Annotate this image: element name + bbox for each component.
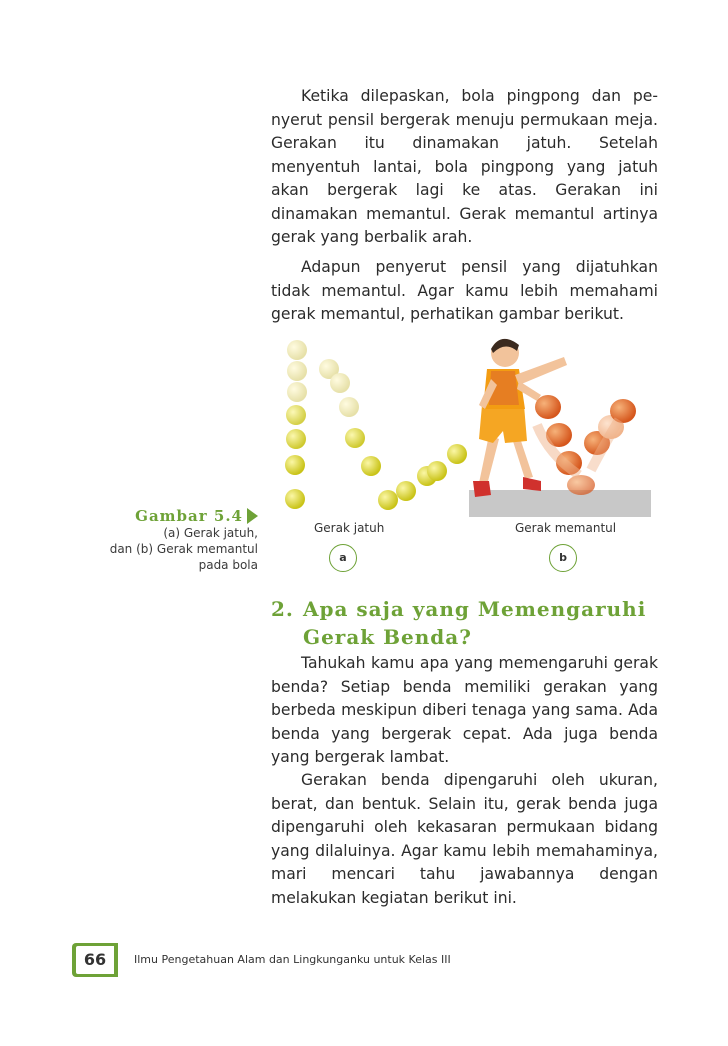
ball — [330, 373, 350, 393]
caption-line: (a) Gerak jatuh, — [163, 525, 258, 540]
label-falling: Gerak jatuh — [314, 521, 385, 535]
paragraph-influence: Tahukah kamu apa yang memengaruhi gerak benda? Setiap benda memiliki gerakan yang berbeda meskipun diberi tenaga yang sama. Ada benda yang bergerak cepat. Ada juga benda yang bergerak lambat. — [271, 654, 658, 766]
ball — [287, 340, 307, 360]
caption-title: Gambar 5.4 — [135, 506, 243, 525]
ball — [535, 395, 561, 419]
paragraph-falling: Ketika dilepaskan, bola pingpong dan pe- nyerut pensil bergerak menuju permukaan meja. Gerakan itu dinamakan jatuh. Setelah menyentuh lantai, bola pingpong yang jatuh akan bergerak lagi ke atas. Gerakan ini dinamakan memantul. Gerak memantul artinya gerak yang berbalik arah. — [271, 87, 658, 246]
ball — [285, 489, 305, 509]
bouncing-balls — [535, 395, 636, 495]
falling-balls — [285, 340, 467, 510]
section-title: Apa saja yang Memengaruhi Gerak Benda? — [303, 597, 647, 649]
ball — [361, 456, 381, 476]
ball — [378, 490, 398, 510]
ball — [447, 444, 467, 464]
ball — [396, 481, 416, 501]
caption-line: pada bola — [198, 557, 258, 572]
figure-illustration — [279, 335, 651, 517]
ball — [339, 397, 359, 417]
ball — [287, 382, 307, 402]
label-bouncing: Gerak memantul — [515, 521, 617, 535]
figure-caption — [58, 505, 258, 573]
circle-label-b: b — [549, 544, 577, 572]
ball — [285, 455, 305, 475]
footer-divider — [114, 943, 118, 977]
caption-line: dan (b) Gerak memantul — [109, 541, 258, 556]
ball — [286, 429, 306, 449]
footer-book-title: Ilmu Pengetahuan Alam dan Lingkunganku untuk Kelas III — [134, 953, 451, 966]
section-number: 2. — [271, 597, 294, 621]
circle-label-a: a — [329, 544, 357, 572]
ball — [286, 405, 306, 425]
ball — [427, 461, 447, 481]
ball — [287, 361, 307, 381]
floor — [469, 490, 651, 517]
ball — [567, 475, 595, 495]
page-number: 66 — [76, 946, 114, 974]
figure-drawing — [279, 335, 651, 517]
paragraph-not-bouncing: Adapun penyerut pensil yang dijatuhkan tidak memantul. Agar kamu lebih memahami gerak memantul, perhatikan gambar berikut. — [271, 258, 658, 323]
caption-arrow-icon — [247, 508, 258, 524]
paragraph-factors: Gerakan benda dipengaruhi oleh ukuran, berat, dan bentuk. Selain itu, gerak benda juga dipengaruhi oleh kekasaran permukaan bidang yang dilaluinya. Agar kamu lebih memahaminya, mari mencari tahu jawabannya dengan melakukan kegiatan berikut ini. — [271, 771, 658, 907]
ball — [345, 428, 365, 448]
